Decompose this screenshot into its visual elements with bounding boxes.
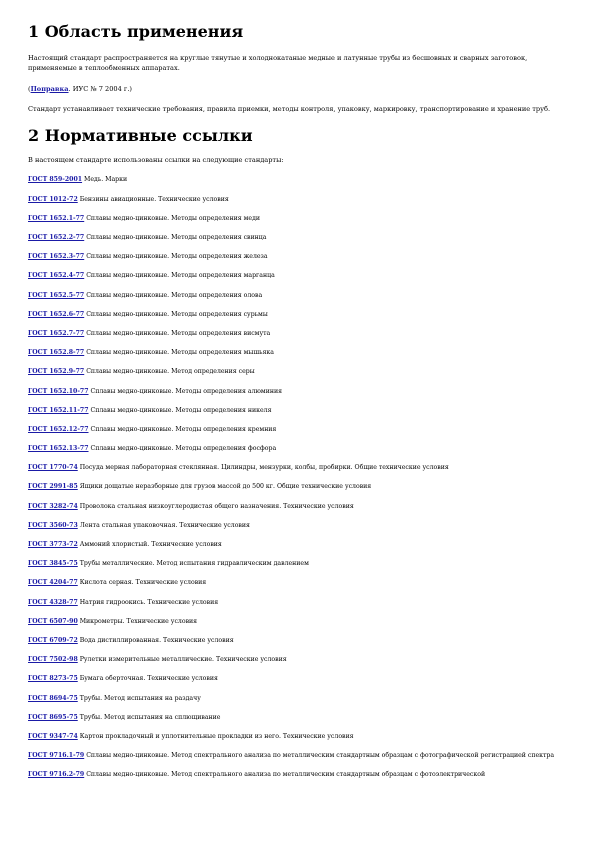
amendment-rest: . ИУС № 7 2004 г.) [68, 84, 133, 93]
reference-title: Микрометры. Технические условия [79, 617, 198, 625]
reference-link[interactable]: ГОСТ 8695-75 [28, 713, 78, 721]
section-1-paragraph: Настоящий стандарт распространяется на круглые тянутые и холоднокатаные медные и латунные трубы из бесшовных и сварных заготовок, применяемые в теплообменных аппаратах. [28, 54, 528, 73]
reference-title: Рулетки измерительные металлические. Технические условия [79, 656, 287, 664]
reference-title: Проволока стальная низкоуглеродистая общего назначения. Технические условия [79, 502, 354, 510]
reference-link[interactable]: ГОСТ 1652.7-77 [28, 329, 85, 337]
section-1-heading: 1 Область применения [28, 22, 244, 41]
reference-title: Сплавы медно-цинковые. Метод спектрального анализа по металлическим стандартным образцам с фотоэлектрической [86, 771, 486, 779]
reference-item [28, 674, 567, 683]
amendment-note [28, 84, 567, 94]
reference-link[interactable]: ГОСТ 6507-90 [28, 617, 78, 625]
reference-title: Сплавы медно-цинковые. Метод спектрального анализа по металлическим стандартным образцам с фотографической регистрацией спектра [86, 752, 555, 760]
reference-item [28, 444, 567, 453]
reference-item [28, 694, 567, 703]
reference-title: Бензины авиационные. Технические условия [79, 195, 229, 203]
reference-link[interactable]: ГОСТ 4204-77 [28, 579, 78, 587]
reference-link[interactable]: ГОСТ 3560-73 [28, 521, 78, 529]
reference-link[interactable]: ГОСТ 1652.1-77 [28, 214, 85, 222]
reference-item [28, 770, 567, 779]
reference-item [28, 271, 567, 280]
reference-item [28, 214, 567, 223]
reference-list [28, 175, 567, 779]
reference-title: Сплавы медно-цинковые. Методы определения свинца [86, 234, 267, 242]
reference-item [28, 655, 567, 664]
section-2-intro: В настоящем стандарте использованы ссылки на следующие стандарты: [28, 156, 284, 165]
reference-title: Сплавы медно-цинковые. Методы определения кремния [90, 425, 277, 433]
reference-title: Вода дистиллированная. Технические условия [79, 636, 234, 644]
reference-link[interactable]: ГОСТ 6709-72 [28, 636, 78, 644]
reference-link[interactable]: ГОСТ 9716.2-79 [28, 771, 85, 779]
reference-item [28, 367, 567, 376]
reference-title: Медь. Марки [84, 176, 128, 184]
reference-item [28, 578, 567, 587]
reference-item [28, 732, 567, 741]
reference-title: Сплавы медно-цинковые. Методы определения марганца [86, 272, 275, 280]
reference-link[interactable]: ГОСТ 1652.12-77 [28, 425, 89, 433]
reference-item [28, 425, 567, 434]
reference-title: Бумага оберточная. Технические условия [79, 675, 218, 683]
reference-link[interactable]: ГОСТ 2991-85 [28, 483, 78, 491]
reference-title: Аммоний хлористый. Технические условия [79, 541, 222, 549]
reference-item [28, 406, 567, 415]
amendment-open: ( [28, 84, 31, 93]
reference-item [28, 175, 567, 184]
reference-item [28, 291, 567, 300]
reference-link[interactable]: ГОСТ 9716.1-79 [28, 752, 85, 760]
reference-title: Лента стальная упаковочная. Технические условия [79, 521, 250, 529]
reference-item [28, 195, 567, 204]
reference-title: Кислота серная. Технические условия [79, 579, 207, 587]
reference-item [28, 387, 567, 396]
reference-title: Трубы. Метод испытания на сплющивание [79, 713, 221, 721]
reference-item [28, 348, 567, 357]
reference-title: Сплавы медно-цинковые. Методы определения висмута [86, 329, 271, 337]
reference-item [28, 482, 567, 491]
reference-item [28, 463, 567, 472]
reference-link[interactable]: ГОСТ 7502-98 [28, 656, 78, 664]
reference-link[interactable]: ГОСТ 1652.3-77 [28, 253, 85, 261]
reference-link[interactable]: ГОСТ 3773-72 [28, 541, 78, 549]
reference-item [28, 713, 567, 722]
reference-title: Сплавы медно-цинковые. Методы определения фосфора [90, 445, 277, 453]
reference-item [28, 598, 567, 607]
reference-title: Трубы металлические. Метод испытания гидравлическим давлением [79, 560, 309, 568]
reference-link[interactable]: ГОСТ 3845-75 [28, 560, 78, 568]
reference-title: Сплавы медно-цинковые. Методы определения олова [86, 291, 263, 299]
reference-title: Сплавы медно-цинковые. Методы определения алюминия [90, 387, 282, 395]
reference-title: Сплавы медно-цинковые. Методы определения никеля [90, 406, 272, 414]
reference-link[interactable]: ГОСТ 1652.13-77 [28, 445, 89, 453]
reference-title: Натрия гидроокись. Технические условия [79, 598, 219, 606]
reference-link[interactable]: ГОСТ 3282-74 [28, 502, 78, 510]
reference-item [28, 252, 567, 261]
reference-link[interactable]: ГОСТ 1652.4-77 [28, 272, 85, 280]
reference-link[interactable]: ГОСТ 4328-77 [28, 598, 78, 606]
reference-link[interactable]: ГОСТ 1652.10-77 [28, 387, 89, 395]
reference-link[interactable]: ГОСТ 1652.5-77 [28, 291, 85, 299]
reference-item [28, 502, 567, 511]
reference-link[interactable]: ГОСТ 9347-74 [28, 732, 78, 740]
reference-item [28, 559, 567, 568]
reference-title: Посуда мерная лабораторная стеклянная. Цилиндры, мензурки, колбы, пробирки. Общие технические условия [79, 464, 449, 472]
amendment-link[interactable]: Поправка [30, 84, 69, 93]
reference-link[interactable]: ГОСТ 1652.9-77 [28, 368, 85, 376]
reference-title: Сплавы медно-цинковые. Методы определения мышьяка [86, 349, 274, 357]
reference-link[interactable]: ГОСТ 1652.11-77 [28, 406, 89, 414]
reference-link[interactable]: ГОСТ 1652.8-77 [28, 349, 85, 357]
reference-item [28, 521, 567, 530]
reference-item [28, 636, 567, 645]
reference-link[interactable]: ГОСТ 8694-75 [28, 694, 78, 702]
reference-item [28, 329, 567, 338]
reference-title: Трубы. Метод испытания на раздачу [79, 694, 201, 702]
reference-title: Ящики дощатые неразборные для грузов массой до 500 кг. Общие технические условия [79, 483, 372, 491]
reference-title: Сплавы медно-цинковые. Методы определения сурьмы [86, 310, 268, 318]
reference-title: Сплавы медно-цинковые. Метод определения серы [86, 368, 255, 376]
reference-link[interactable]: ГОСТ 1012-72 [28, 195, 78, 203]
reference-title: Сплавы медно-цинковые. Методы определения железа [86, 253, 268, 261]
reference-item [28, 310, 567, 319]
reference-link[interactable]: ГОСТ 1770-74 [28, 464, 78, 472]
reference-link[interactable]: ГОСТ 859-2001 [28, 176, 83, 184]
reference-link[interactable]: ГОСТ 1652.2-77 [28, 234, 85, 242]
reference-item [28, 233, 567, 242]
reference-item [28, 540, 567, 549]
reference-title: Сплавы медно-цинковые. Методы определения меди [86, 214, 260, 222]
reference-item [28, 617, 567, 626]
reference-title: Картон прокладочный и уплотнительные прокладки из него. Технические условия [79, 732, 354, 740]
section-2-heading: 2 Нормативные ссылки [28, 126, 253, 146]
reference-link[interactable]: ГОСТ 1652.6-77 [28, 310, 85, 318]
section-1-paragraph-2: Стандарт устанавливает технические требования, правила приемки, методы контроля, упаковку, маркировку, транспортирование и хранение труб. [28, 104, 551, 113]
reference-link[interactable]: ГОСТ 8273-75 [28, 675, 78, 683]
reference-item [28, 751, 567, 760]
